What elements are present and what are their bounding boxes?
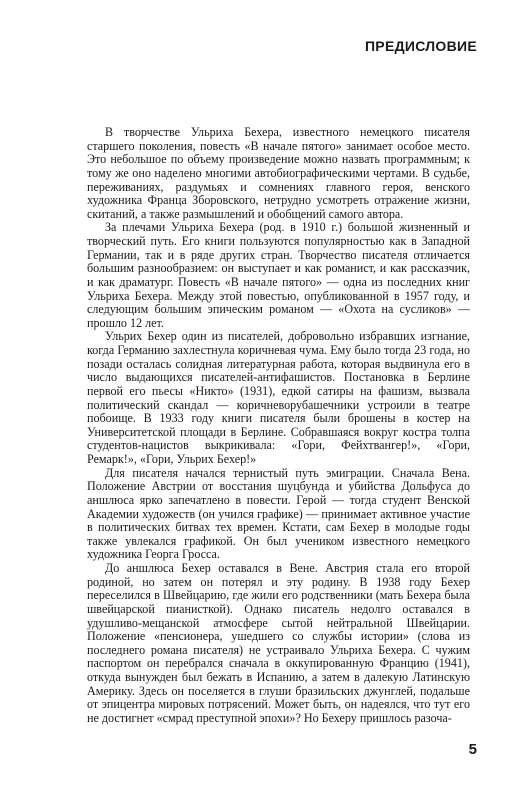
paragraph: За плечами Ульриха Бехера (род. в 1910 г.) большой жизненный и творческий путь. Его книги пользуются популярностью как в Западной Германии, так и в ряде других стран. Творчество писателя отличается большим разнообразием: он выступает и как романист, и как рассказчик, и как драматург. Повесть «В начале пятого» — одна из последних книг Ульриха Бехера. Между этой повестью, опубликованной в 1957 году, и следующим большим эпическим романом — «Охота на сусликов» — прошло 12 лет. xyxy=(87,220,470,330)
paragraph: До аншлюса Бехер оставался в Вене. Австрия стала его второй родиной, но затем он потерял и эту родину. В 1938 году Бехер переселился в Швейцарию, где жили его родственники (мать Бехера была швейцарской пианисткой). Однако писатель недолго оставался в удушливо-мещанской атмосфере сытой нейтральной Швейцарии. Положение «пенсионера, ушедшего со службы истории» (слова из последнего романа писателя) не устраивало Ульриха Бехера. С чужим паспортом он перебрался сначала в оккупированную Францию (1941), откуда вынужден был бежать в Испанию, а затем в далекую Латинскую Америку. Здесь он поселяется в глуши бразильских джунглей, подальше от эпицентра мировых потрясений. Может быть, он надеялся, что тут его не достигнет «смрад преступной эпохи»? Но Бехеру пришлось разоча- xyxy=(87,561,470,725)
paragraph: В творчестве Ульриха Бехера, известного немецкого писателя старшего поколения, повесть «В начале пятого» занимает особое место. Это небольшое по объему произведение можно назвать программным; к тому же оно наделено многими автобиографическими чертами. В судьбе, переживаниях, раздумьях и сомнениях главного героя, венского художника Франца Зборовского, нетрудно усмотреть отражение жизни, скитаний, а также размышлений и обобщений самого автора. xyxy=(87,125,470,221)
paragraph: Для писателя начался тернистый путь эмиграции. Сначала Вена. Положение Австрии от восстания шуцбунда и убийства Дольфуса до аншлюса ярко запечатлено в повести. Герой — тогда студент Венской Академии художеств (он учился графике) — принимает активное участие в политических битвах тех времен. Кстати, сам Бехер в молодые годы также увлекался графикой. Он был учеником известного немецкого художника Георга Гросса. xyxy=(87,465,470,562)
body-text xyxy=(87,126,470,726)
page-heading: ПРЕДИСЛОВИЕ xyxy=(364,38,477,54)
paragraph: Ульрих Бехер один из писателей, добровольно избравших изгнание, когда Германию захлестнула коричневая чума. Ему было тогда 23 года, но позади осталась солидная литературная работа, которая выдвинула его в число выдающихся писателей-антифашистов. Постановка в Берлине первой его пьесы «Никто» (1931), едкой сатиры на фашизм, вызвала политический скандал — коричневорубашечники устроили в театре побоище. В 1933 году книги писателя были брошены в костер на Университетской площади в Берлине. Собравшаяся вокруг костра толпа студентов-нацистов выкрикивала: «Гори, Фейхтвангер!», «Гори, Ремарк!», «Гори, Ульрих Бехер!» xyxy=(87,329,470,466)
page-number: 5 xyxy=(468,741,477,758)
